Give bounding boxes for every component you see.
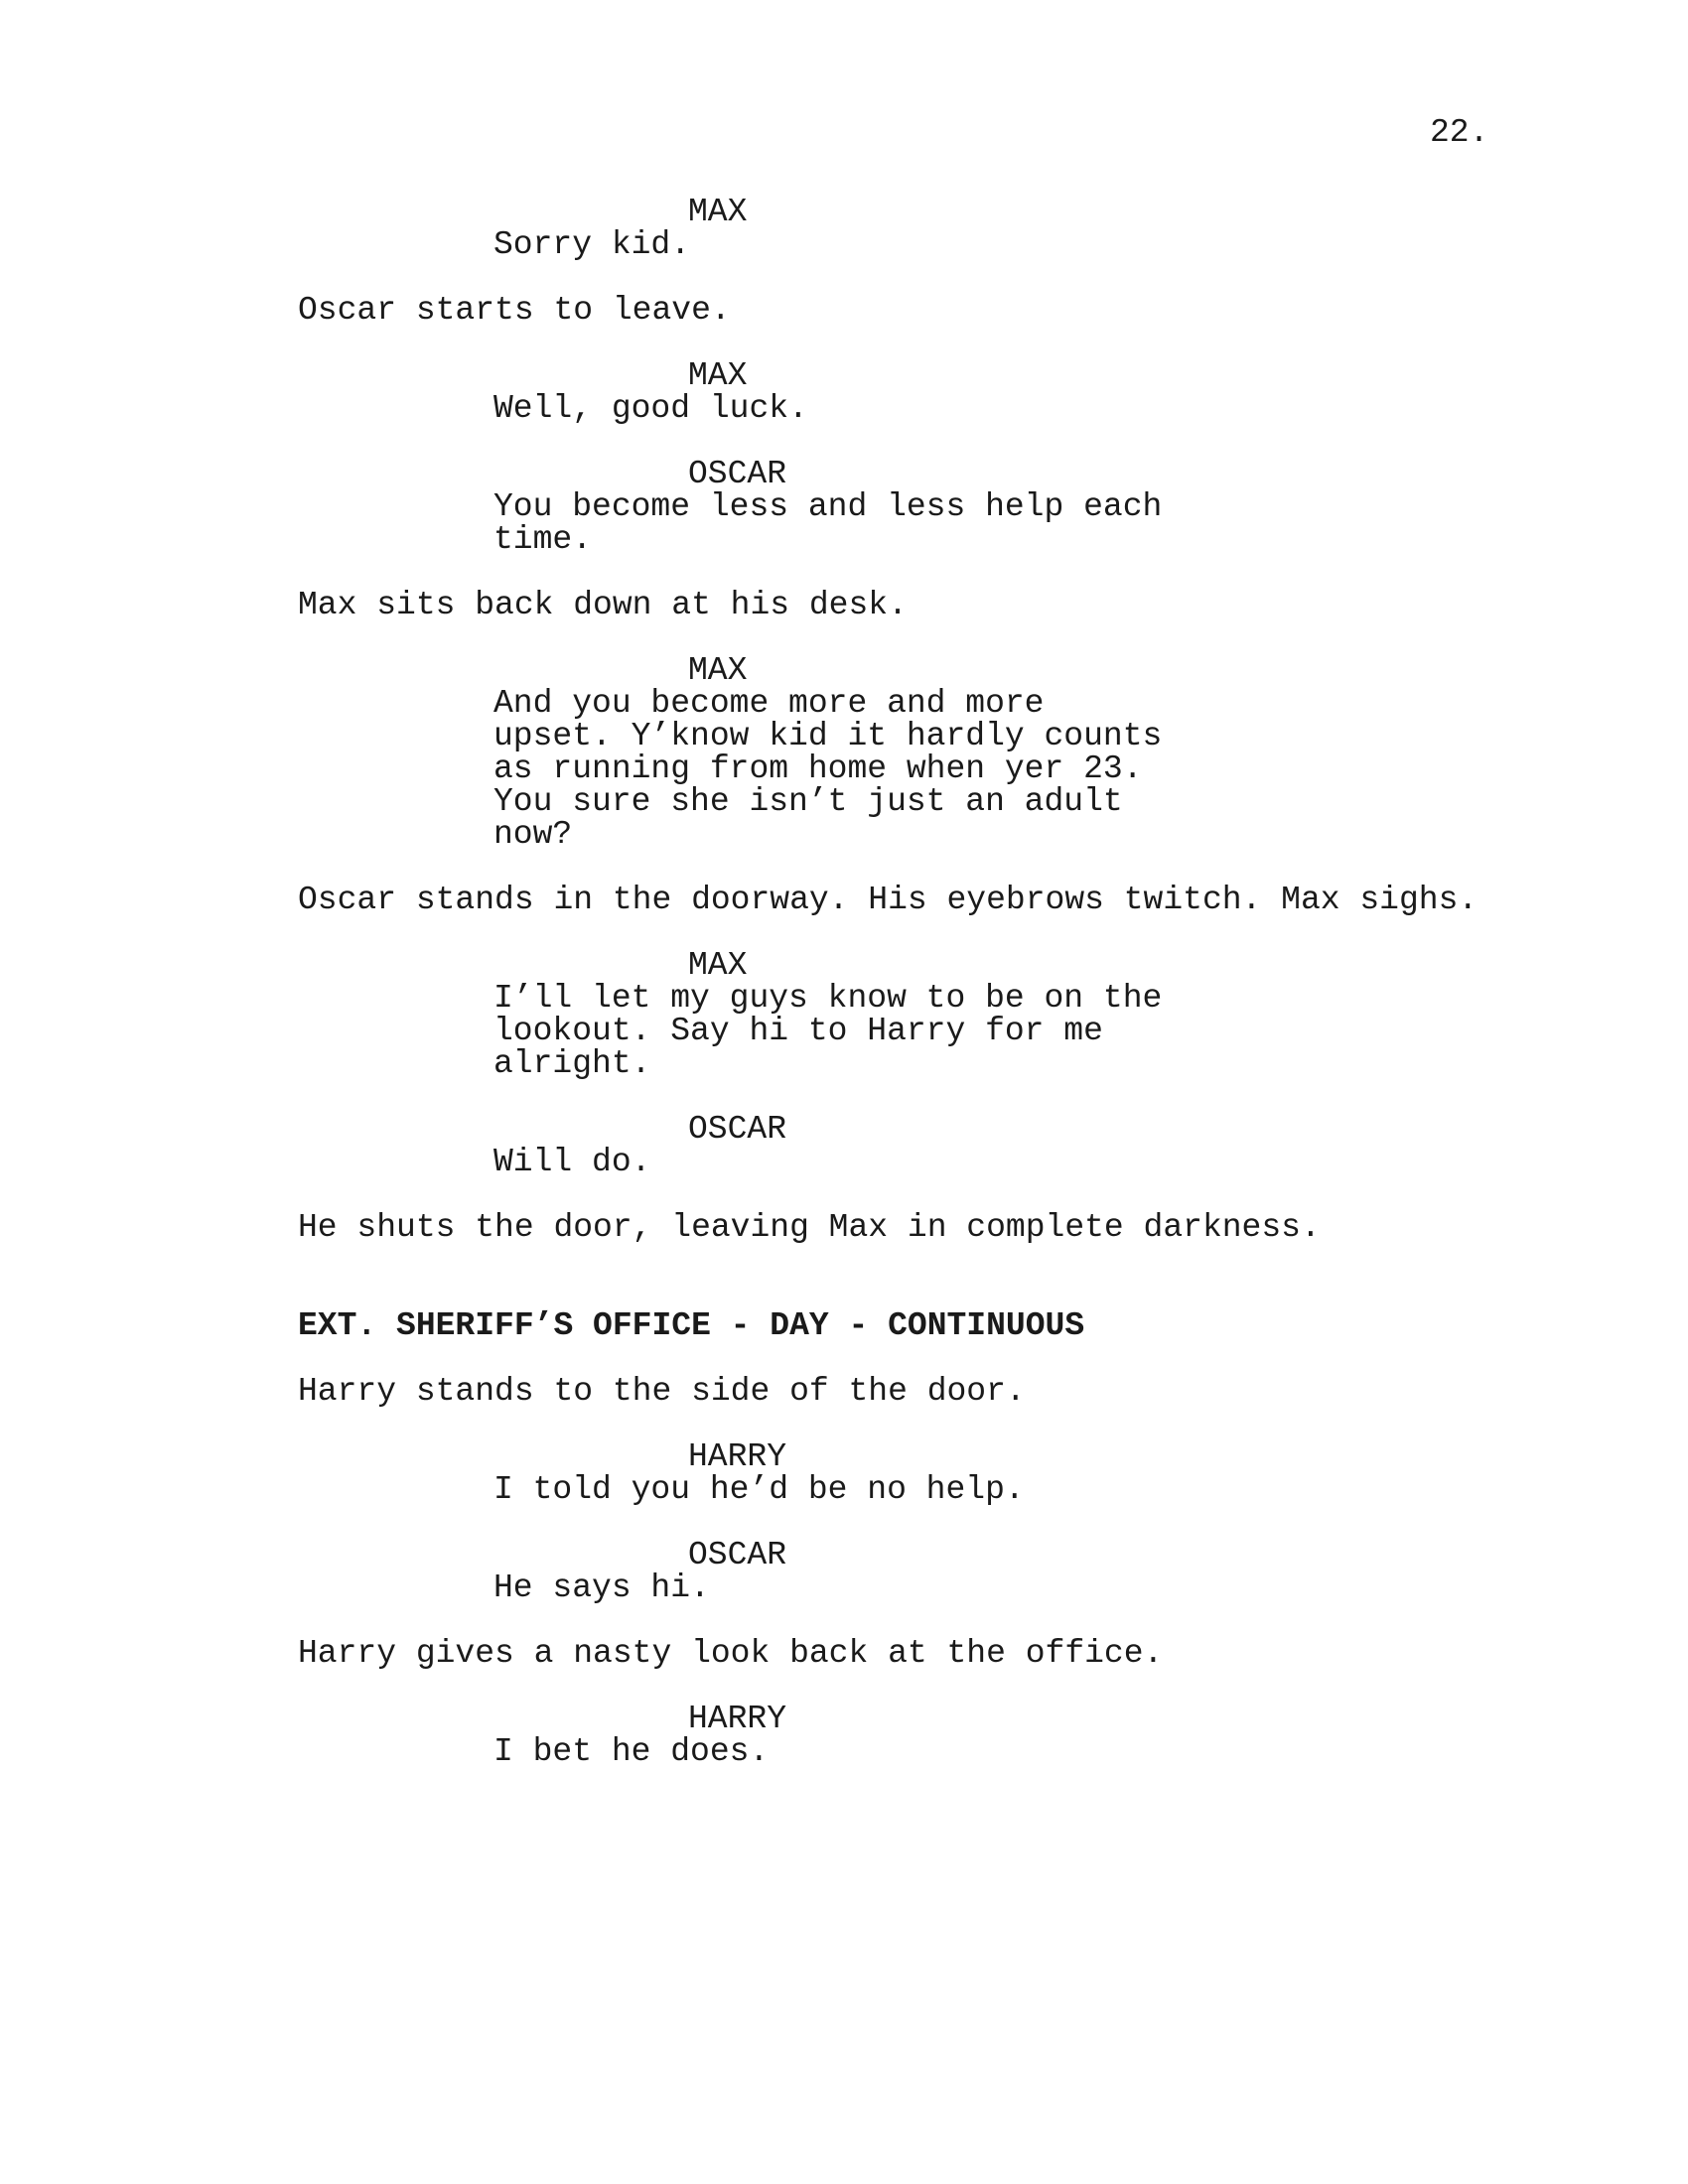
character-cue: HARRY: [688, 1701, 787, 1737]
character-cue: MAX: [688, 947, 748, 984]
action-line: Harry gives a nasty look back at the office.: [298, 1635, 1164, 1672]
dialogue-line: You sure she isn’t just an adult: [493, 783, 1123, 820]
dialogue-line: He says hi.: [493, 1570, 710, 1606]
dialogue-line: I told you he’d be no help.: [493, 1471, 1025, 1508]
character-cue: MAX: [688, 652, 748, 689]
dialogue-line: now?: [493, 816, 573, 853]
action-line: He shuts the door, leaving Max in complete darkness.: [298, 1209, 1321, 1246]
dialogue-line: I bet he does.: [493, 1733, 770, 1770]
character-cue: OSCAR: [688, 1537, 787, 1573]
dialogue-line: You become less and less help each: [493, 488, 1163, 525]
dialogue-line: time.: [493, 521, 593, 558]
action-line: Oscar stands in the doorway. His eyebrows twitch. Max sighs.: [298, 882, 1478, 918]
dialogue-line: as running from home when yer 23.: [493, 751, 1143, 787]
scene-heading: EXT. SHERIFF’S OFFICE - DAY - CONTINUOUS: [298, 1307, 1085, 1344]
dialogue-line: Well, good luck.: [493, 390, 808, 427]
dialogue-line: upset. Y’know kid it hardly counts: [493, 718, 1163, 754]
action-line: Harry stands to the side of the door.: [298, 1373, 1026, 1410]
dialogue-line: Sorry kid.: [493, 226, 691, 263]
action-line: Max sits back down at his desk.: [298, 587, 908, 623]
character-cue: MAX: [688, 194, 748, 230]
dialogue-line: I’ll let my guys know to be on the: [493, 980, 1163, 1017]
character-cue: MAX: [688, 357, 748, 394]
dialogue-line: And you become more and more: [493, 685, 1045, 722]
character-cue: OSCAR: [688, 456, 787, 492]
character-cue: OSCAR: [688, 1111, 787, 1148]
page-number: 22.: [1430, 114, 1489, 151]
character-cue: HARRY: [688, 1438, 787, 1475]
action-line: Oscar starts to leave.: [298, 292, 731, 329]
dialogue-line: lookout. Say hi to Harry for me: [493, 1013, 1103, 1049]
dialogue-line: Will do.: [493, 1144, 651, 1180]
dialogue-line: alright.: [493, 1045, 651, 1082]
